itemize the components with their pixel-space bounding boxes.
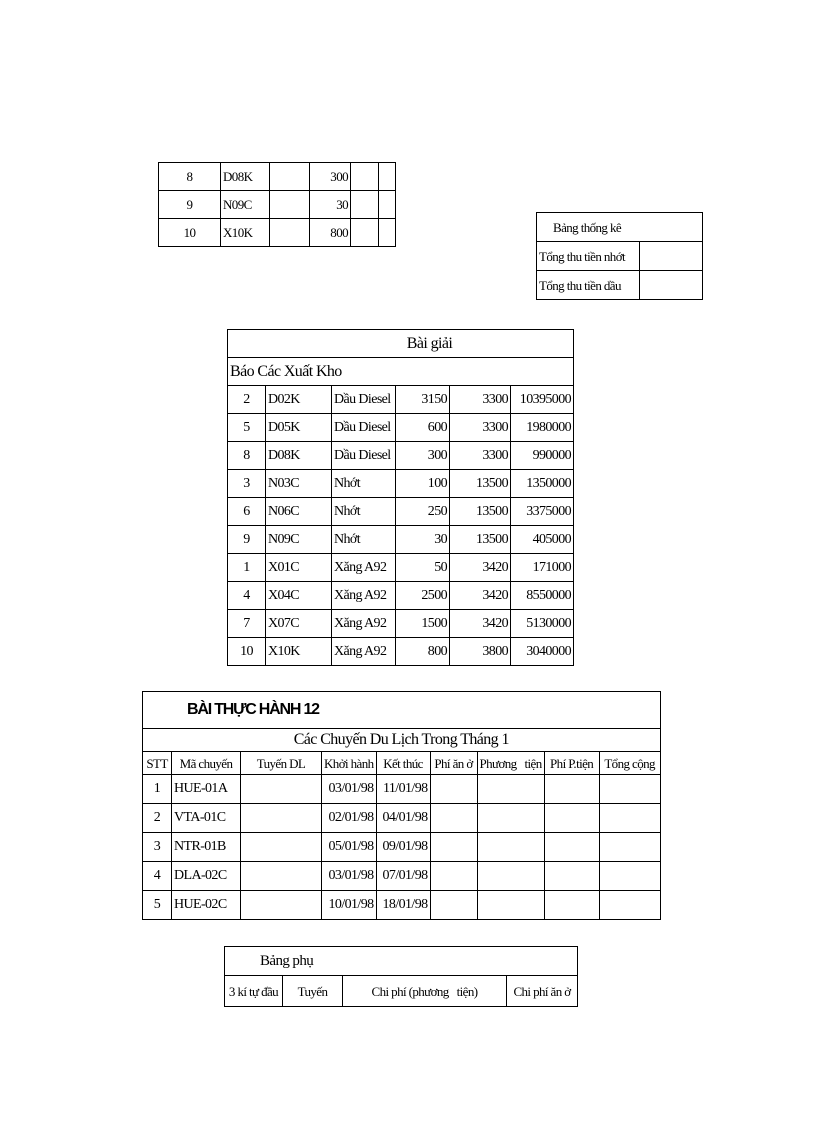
table-row <box>143 833 661 862</box>
table-row <box>228 470 574 498</box>
total-cell <box>599 775 660 804</box>
product-name-cell: Xăng A92 <box>332 638 396 666</box>
stt-cell: 10 <box>228 638 266 666</box>
route-cell <box>241 833 322 862</box>
header-total: Tổng cộng <box>599 752 660 775</box>
product-name-cell: Xăng A92 <box>332 610 396 638</box>
end-date-cell: 18/01/98 <box>376 891 430 920</box>
solution-subtitle: Báo Các Xuất Kho <box>228 358 574 386</box>
total-cell: 1980000 <box>511 414 574 442</box>
product-name-cell: Xăng A92 <box>332 582 396 610</box>
food-fee-cell <box>430 891 477 920</box>
header-end: Kết thúc <box>376 752 430 775</box>
code-cell: D02K <box>266 386 332 414</box>
solution-title-row <box>228 330 574 358</box>
route-cell <box>241 775 322 804</box>
start-date-cell: 03/01/98 <box>322 775 377 804</box>
qty-cell: 300 <box>310 163 351 191</box>
stt-cell: 5 <box>143 891 172 920</box>
price-cell: 3420 <box>450 610 511 638</box>
trip-code-cell: HUE-02C <box>172 891 241 920</box>
table-row <box>537 242 703 271</box>
table-row <box>537 271 703 300</box>
code-cell: N09C <box>221 191 270 219</box>
stt-cell: 4 <box>228 582 266 610</box>
stt-cell: 7 <box>228 610 266 638</box>
route-cell <box>241 804 322 833</box>
top-inventory-table <box>158 162 396 247</box>
code-cell: X04C <box>266 582 332 610</box>
food-fee-cell <box>430 804 477 833</box>
table-row <box>143 891 661 920</box>
price-cell: 3420 <box>450 582 511 610</box>
empty-cell <box>270 219 310 247</box>
qty-cell: 30 <box>310 191 351 219</box>
product-name-cell: Nhớt <box>332 526 396 554</box>
empty-cell <box>351 219 379 247</box>
table-row <box>228 414 574 442</box>
stt-cell: 10 <box>159 219 221 247</box>
code-cell: N03C <box>266 470 332 498</box>
price-cell: 13500 <box>450 470 511 498</box>
price-cell: 3300 <box>450 386 511 414</box>
aux-header-row <box>225 976 578 1007</box>
stats-title-row <box>537 213 703 242</box>
stt-cell: 1 <box>228 554 266 582</box>
table-row <box>228 554 574 582</box>
table-row <box>228 610 574 638</box>
product-name-cell: Nhớt <box>332 470 396 498</box>
code-cell: D05K <box>266 414 332 442</box>
code-cell: N06C <box>266 498 332 526</box>
code-cell: D08K <box>266 442 332 470</box>
route-cell <box>241 891 322 920</box>
empty-cell <box>270 163 310 191</box>
stats-table <box>536 212 703 300</box>
header-code: Mã chuyến <box>172 752 241 775</box>
qty-cell: 250 <box>396 498 450 526</box>
start-date-cell: 03/01/98 <box>322 862 377 891</box>
total-cell: 3375000 <box>511 498 574 526</box>
total-cell: 8550000 <box>511 582 574 610</box>
qty-cell: 1500 <box>396 610 450 638</box>
vehicle-cell <box>477 804 544 833</box>
empty-cell <box>379 163 396 191</box>
stats-value-cell <box>640 242 703 271</box>
product-name-cell: Dầu Diesel <box>332 414 396 442</box>
stt-cell: 8 <box>228 442 266 470</box>
trip-code-cell: DLA-02C <box>172 862 241 891</box>
stt-cell: 9 <box>228 526 266 554</box>
total-cell <box>599 891 660 920</box>
product-name-cell: Dầu Diesel <box>332 442 396 470</box>
practice-title-row <box>143 692 661 729</box>
practice-title: BÀI THỰC HÀNH 12 <box>143 692 661 729</box>
table-row <box>228 498 574 526</box>
aux-header-vehicle-cost: Chi phí (phương tiện) <box>343 976 507 1007</box>
code-cell: X01C <box>266 554 332 582</box>
vehicle-fee-cell <box>544 804 599 833</box>
total-cell: 3040000 <box>511 638 574 666</box>
table-row <box>143 775 661 804</box>
aux-title: Bảng phụ <box>225 947 578 976</box>
practice-subtitle: Các Chuyến Du Lịch Trong Tháng 1 <box>143 729 661 752</box>
practice-table <box>142 691 661 920</box>
total-cell: 171000 <box>511 554 574 582</box>
stt-cell: 2 <box>143 804 172 833</box>
header-stt: STT <box>143 752 172 775</box>
table-row <box>228 442 574 470</box>
table-row <box>159 163 396 191</box>
aux-header-prefix: 3 kí tự đầu <box>225 976 283 1007</box>
vehicle-fee-cell <box>544 775 599 804</box>
trip-code-cell: NTR-01B <box>172 833 241 862</box>
product-name-cell: Xăng A92 <box>332 554 396 582</box>
table-row <box>228 386 574 414</box>
stats-label: Tổng thu tiền dầu <box>537 271 640 300</box>
price-cell: 3800 <box>450 638 511 666</box>
empty-cell <box>270 191 310 219</box>
code-cell: X07C <box>266 610 332 638</box>
table-row <box>228 526 574 554</box>
qty-cell: 600 <box>396 414 450 442</box>
total-cell <box>599 804 660 833</box>
stt-cell: 8 <box>159 163 221 191</box>
start-date-cell: 10/01/98 <box>322 891 377 920</box>
product-name-cell: Dầu Diesel <box>332 386 396 414</box>
price-cell: 3300 <box>450 442 511 470</box>
code-cell: N09C <box>266 526 332 554</box>
aux-table <box>224 946 578 1007</box>
table-row <box>159 219 396 247</box>
empty-cell <box>379 219 396 247</box>
price-cell: 13500 <box>450 526 511 554</box>
qty-cell: 800 <box>396 638 450 666</box>
food-fee-cell <box>430 775 477 804</box>
end-date-cell: 07/01/98 <box>376 862 430 891</box>
vehicle-fee-cell <box>544 891 599 920</box>
qty-cell: 100 <box>396 470 450 498</box>
header-food: Phí ăn ở <box>430 752 477 775</box>
total-cell: 5130000 <box>511 610 574 638</box>
stats-title: Bảng thống kê <box>537 213 703 242</box>
price-cell: 13500 <box>450 498 511 526</box>
trip-code-cell: HUE-01A <box>172 775 241 804</box>
end-date-cell: 11/01/98 <box>376 775 430 804</box>
end-date-cell: 09/01/98 <box>376 833 430 862</box>
route-cell <box>241 862 322 891</box>
header-vehicle-fee: Phí P.tiện <box>544 752 599 775</box>
practice-header-row <box>143 752 661 775</box>
aux-header-food-cost: Chi phí ăn ở <box>507 976 578 1007</box>
table-row <box>228 638 574 666</box>
vehicle-fee-cell <box>544 862 599 891</box>
vehicle-cell <box>477 862 544 891</box>
total-cell: 990000 <box>511 442 574 470</box>
vehicle-cell <box>477 891 544 920</box>
vehicle-cell <box>477 775 544 804</box>
stt-cell: 9 <box>159 191 221 219</box>
price-cell: 3420 <box>450 554 511 582</box>
stt-cell: 3 <box>228 470 266 498</box>
empty-cell <box>379 191 396 219</box>
stt-cell: 5 <box>228 414 266 442</box>
table-row <box>143 862 661 891</box>
price-cell: 3300 <box>450 414 511 442</box>
start-date-cell: 02/01/98 <box>322 804 377 833</box>
header-start: Khởi hành <box>322 752 377 775</box>
header-vehicle: Phương tiện <box>477 752 544 775</box>
table-row <box>143 804 661 833</box>
stats-value-cell <box>640 271 703 300</box>
trip-code-cell: VTA-01C <box>172 804 241 833</box>
vehicle-fee-cell <box>544 833 599 862</box>
total-cell: 405000 <box>511 526 574 554</box>
aux-header-route: Tuyến <box>283 976 343 1007</box>
practice-subtitle-row <box>143 729 661 752</box>
stats-label: Tổng thu tiền nhớt <box>537 242 640 271</box>
qty-cell: 800 <box>310 219 351 247</box>
stt-cell: 3 <box>143 833 172 862</box>
code-cell: X10K <box>221 219 270 247</box>
total-cell: 10395000 <box>511 386 574 414</box>
aux-title-row <box>225 947 578 976</box>
code-cell: X10K <box>266 638 332 666</box>
qty-cell: 30 <box>396 526 450 554</box>
solution-table <box>227 329 574 666</box>
total-cell <box>599 833 660 862</box>
end-date-cell: 04/01/98 <box>376 804 430 833</box>
food-fee-cell <box>430 833 477 862</box>
stt-cell: 1 <box>143 775 172 804</box>
empty-cell <box>351 191 379 219</box>
header-route: Tuyến DL <box>241 752 322 775</box>
start-date-cell: 05/01/98 <box>322 833 377 862</box>
stt-cell: 2 <box>228 386 266 414</box>
total-cell <box>599 862 660 891</box>
empty-cell <box>351 163 379 191</box>
qty-cell: 2500 <box>396 582 450 610</box>
food-fee-cell <box>430 862 477 891</box>
solution-title: Bài giải <box>228 330 574 358</box>
qty-cell: 3150 <box>396 386 450 414</box>
product-name-cell: Nhớt <box>332 498 396 526</box>
table-row <box>228 582 574 610</box>
code-cell: D08K <box>221 163 270 191</box>
qty-cell: 50 <box>396 554 450 582</box>
stt-cell: 4 <box>143 862 172 891</box>
qty-cell: 300 <box>396 442 450 470</box>
vehicle-cell <box>477 833 544 862</box>
table-row <box>159 191 396 219</box>
stt-cell: 6 <box>228 498 266 526</box>
total-cell: 1350000 <box>511 470 574 498</box>
solution-subtitle-row <box>228 358 574 386</box>
